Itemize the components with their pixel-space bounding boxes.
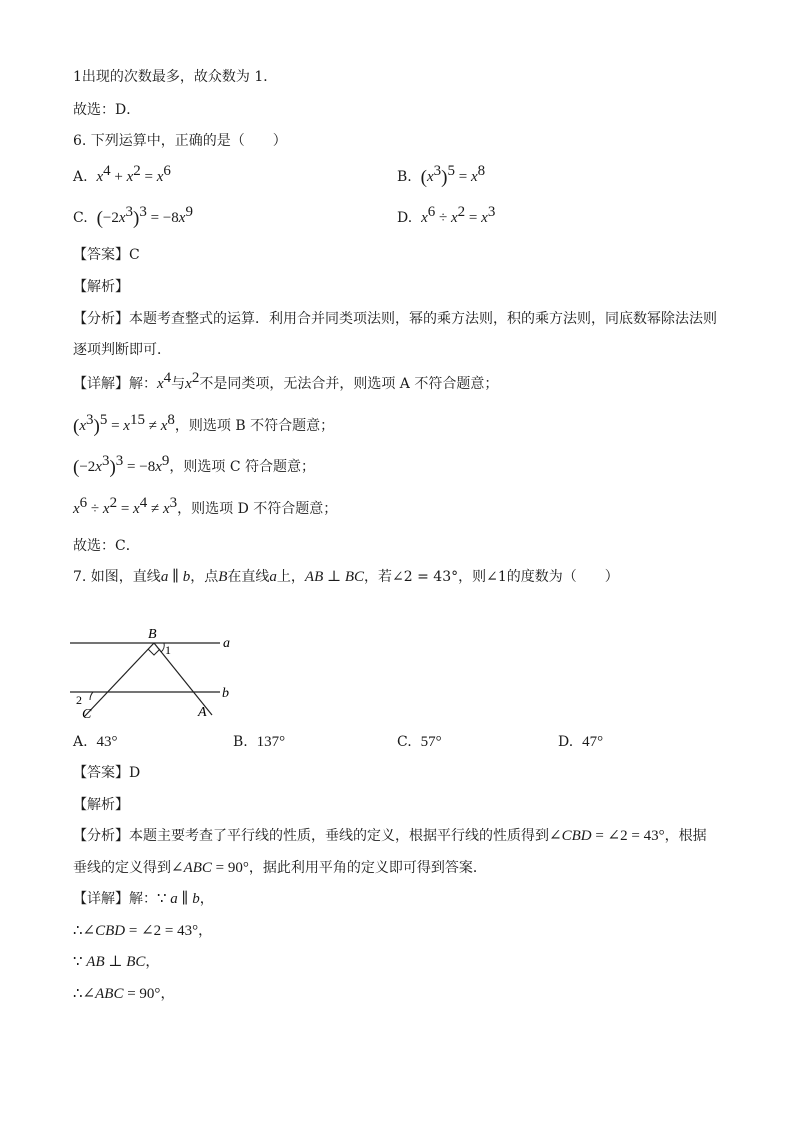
label-A: A [198,705,207,720]
q7-figure [60,620,250,730]
q6-detail-line-2: $(x^3)^5 = x^{15} \ne x^8$，则选项 B 不符合题意； [73,412,335,437]
q6-option-c: C. $(-2x^3)^3 = -8x^9$ [73,204,193,229]
q7-detail-line-3: ∵ AB ⊥ BC， [73,954,160,970]
q7-analysis-tag: 【解析】 [73,797,129,813]
label-angle-1: 1 [165,643,171,657]
angle-2-arc [90,692,93,700]
q6-option-b: B. $(x^3)^5 = x^8$ [397,163,486,188]
q7-detail-line-4: ∴∠ABC = 90°， [73,986,175,1002]
q6-answer: 【答案】C [73,247,140,263]
angle-1-arc [161,643,164,652]
q7-detail-line-2: ∴∠CBD = ∠2 = 43°， [73,923,213,939]
q7-answer: 【答案】D [73,765,141,781]
q7-analysis-line-2: 垂线的定义得到∠ABC = 90°，据此利用平角的定义即可得到答案． [73,860,487,876]
right-angle-mark [148,649,160,655]
q6-option-d: D. $x^6 \div x^2 = x^3$ [397,204,496,226]
q6-stem: 6. 下列运算中，正确的是（ ） [73,133,287,149]
q7-detail-line-1: 【详解】解：∵ a ∥ b， [73,891,214,907]
q7-analysis-line-1: 【分析】本题主要考查了平行线的性质，垂线的定义，根据平行线的性质得到∠CBD = ∠2 = 43°，根据 [73,828,707,844]
label-b: b [222,686,229,701]
q6-detail-line-4: $x^6 \div x^2 = x^4 \ne x^3$，则选项 D 不符合题意； [73,495,338,517]
q7-option-c: C. 57° [397,734,442,750]
q6-analysis-tag: 【解析】 [73,279,129,295]
label-C: C [82,707,92,722]
q6-analysis-line-2: 逐项判断即可． [73,342,171,358]
label-a: a [223,636,230,651]
segment-bc [84,643,154,717]
q7-stem: 7. 如图，直线a ∥ b，点B在直线a上，AB ⊥ BC，若∠2 = 43°，则∠1的度数为（ ） [73,569,619,585]
q7-option-b: B. 137° [233,734,286,750]
q6-detail-line-1: 【详解】解：$x^4$与$x^2$不是同类项，无法合并，则选项 A 不符合题意； [73,370,499,392]
q5-conclusion-line: 1出现的次数最多，故众数为 1． [73,69,278,85]
q7-option-d: D. 47° [558,734,604,750]
q6-detail-line-3: $(-2x^3)^3 = -8x^9$，则选项 C 符合题意； [73,453,316,478]
q6-conclusion: 故选：C． [73,538,140,554]
q6-analysis-line-1: 【分析】本题考查整式的运算．利用合并同类项法则，幂的乘方法则，积的乘方法则，同底数幂除法法则 [73,311,717,327]
label-angle-2: 2 [76,693,82,707]
q5-choice-line: 故选：D． [73,102,141,118]
q6-option-a: A. $x^4 + x^2 = x^6$ [73,163,171,185]
q7-option-a: A. 43° [73,734,118,750]
label-B: B [148,627,157,642]
